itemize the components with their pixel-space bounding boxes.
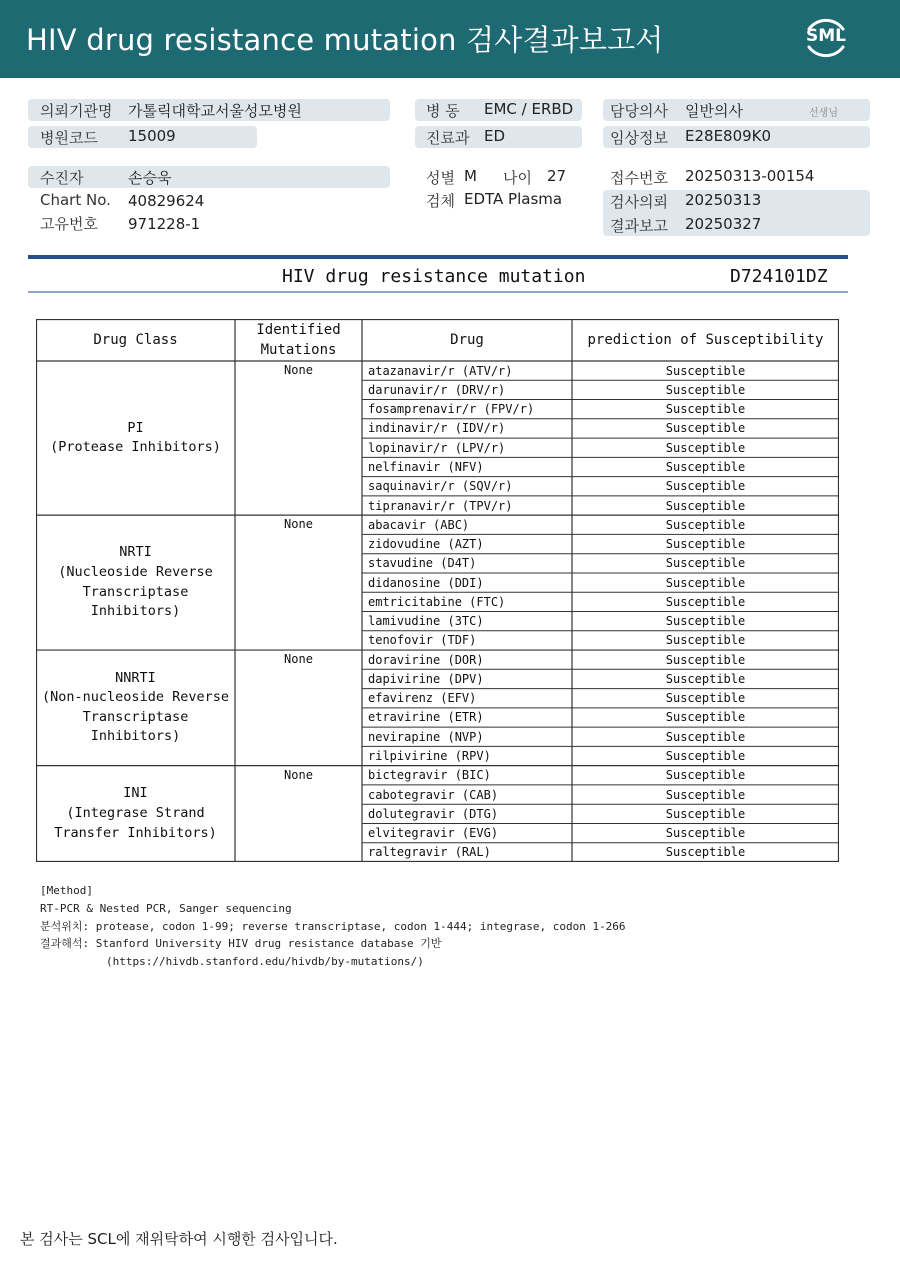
- receipt-value: 20250313-00154: [685, 167, 815, 185]
- ward-value: EMC / ERBD: [484, 100, 574, 118]
- susceptibility-cell: Susceptible: [665, 537, 746, 552]
- report-title: HIV drug resistance mutation: [282, 266, 586, 287]
- drug-name-cell: dolutegravir (DTG): [368, 806, 499, 821]
- report-date-value: 20250327: [685, 215, 762, 233]
- sex-label: 성별: [426, 169, 455, 187]
- institution-value: 가톨릭대학교서울성모병원: [128, 102, 302, 120]
- drug-name-cell: dapivirine (DPV): [368, 671, 484, 686]
- drug-name-cell: doravirine (DOR): [368, 652, 484, 667]
- footer-note: 본 검사는 SCL에 재위탁하여 시행한 검사입니다.: [20, 1230, 338, 1248]
- drug-name-cell: atazanavir/r (ATV/r): [368, 363, 513, 378]
- susceptibility-cell: Susceptible: [665, 479, 746, 494]
- drug-name-cell: elvitegravir (EVG): [368, 826, 499, 841]
- susceptibility-cell: Susceptible: [665, 594, 746, 609]
- request-value: 20250313: [685, 191, 762, 209]
- doctor-suffix: 선생님: [809, 108, 838, 119]
- report-date-label: 결과보고: [610, 217, 668, 235]
- susceptibility-cell: Susceptible: [665, 556, 746, 571]
- susceptibility-cell: Susceptible: [665, 498, 746, 513]
- drug-name-cell: didanosine (DDI): [368, 575, 484, 590]
- dept-label: 진료과: [426, 129, 470, 147]
- specimen-label: 검체: [426, 192, 455, 210]
- method-section: [40, 882, 626, 971]
- drug-name-cell: indinavir/r (IDV/r): [368, 421, 506, 436]
- patient-label: 수진자: [40, 169, 84, 187]
- mutations-cell: None: [284, 363, 313, 377]
- susceptibility-cell: Susceptible: [665, 749, 746, 763]
- susceptibility-cell: Susceptible: [665, 710, 746, 725]
- doctor-label: 담당의사: [610, 102, 668, 120]
- page-title: HIV drug resistance mutation 검사결과보고서: [26, 23, 664, 57]
- uid-label: 고유번호: [40, 215, 98, 233]
- results-table: [36, 319, 839, 862]
- susceptibility-cell: Susceptible: [665, 845, 746, 860]
- header-drug: Drug: [450, 331, 484, 348]
- sml-logo: [800, 12, 852, 64]
- chart-value: 40829624: [128, 192, 205, 210]
- logo-text: SML: [806, 26, 846, 46]
- susceptibility-cell: Susceptible: [665, 402, 746, 417]
- request-label: 검사의뢰: [610, 193, 668, 211]
- drug-name-cell: nevirapine (NVP): [368, 729, 484, 744]
- susceptibility-cell: Susceptible: [665, 671, 746, 686]
- report-code: D724101DZ: [730, 266, 828, 287]
- mutations-cell: None: [284, 517, 313, 532]
- hospital-code-label: 병원코드: [40, 129, 98, 147]
- mutations-cell: None: [284, 767, 313, 782]
- patient-value: 손승욱: [128, 169, 172, 187]
- dept-value: ED: [484, 127, 506, 145]
- clinical-label: 임상정보: [610, 129, 668, 147]
- drug-name-cell: abacavir (ABC): [368, 517, 470, 532]
- drug-name-cell: lamivudine (3TC): [368, 614, 484, 629]
- drug-name-cell: darunavir/r (DRV/r): [368, 382, 506, 397]
- drug-name-cell: efavirenz (EFV): [368, 691, 477, 706]
- drug-name-cell: etravirine (ETR): [368, 710, 484, 725]
- drug-name-cell: tenofovir (TDF): [368, 633, 477, 648]
- age-value: 27: [547, 167, 567, 185]
- susceptibility-cell: Susceptible: [665, 768, 746, 783]
- hospital-code-value: 15009: [128, 127, 176, 145]
- title-rule-top: [28, 255, 848, 259]
- drug-name-cell: raltegravir (RAL): [368, 845, 491, 860]
- susceptibility-cell: Susceptible: [665, 421, 746, 436]
- susceptibility-cell: Susceptible: [665, 459, 746, 474]
- susceptibility-cell: Susceptible: [665, 691, 746, 706]
- drug-name-cell: lopinavir/r (LPV/r): [368, 440, 506, 455]
- method-line-3: 결과해석: Stanford University HIV drug resistance database 기반: [40, 937, 442, 951]
- susceptibility-cell: Susceptible: [665, 806, 746, 821]
- method-line-4: (https://hivdb.stanford.edu/hivdb/by-mutations/): [106, 955, 424, 969]
- method-heading: [Method]: [40, 884, 93, 897]
- drug-name-cell: emtricitabine (FTC): [368, 594, 506, 609]
- drug-class-cell: NRTI (Nucleoside Reverse Transcriptase Inhibitors): [58, 544, 213, 620]
- drug-name-cell: stavudine (D4T): [368, 556, 477, 571]
- age-label: 나이: [503, 169, 532, 187]
- sex-value: M: [464, 167, 477, 185]
- drug-name-cell: cabotegravir (CAB): [368, 787, 499, 802]
- header-drug-class: Drug Class: [93, 331, 178, 348]
- header-prediction: prediction of Susceptibility: [587, 331, 824, 348]
- mutations-cell: None: [284, 652, 313, 667]
- drug-name-cell: tipranavir/r (TPV/r): [368, 498, 513, 513]
- receipt-label: 접수번호: [610, 169, 668, 187]
- method-line-1: RT-PCR & Nested PCR, Sanger sequencing: [40, 901, 292, 915]
- header-identified-mutations: Identified Mutations: [256, 321, 341, 358]
- drug-name-cell: fosamprenavir/r (FPV/r): [368, 402, 535, 417]
- drug-class-cell: INI (Integrase Strand Transfer Inhibitors): [54, 785, 217, 841]
- institution-label: 의뢰기관명: [40, 102, 113, 120]
- doctor-value: 일반의사: [685, 102, 743, 120]
- chart-label: Chart No.: [40, 191, 111, 209]
- susceptibility-cell: Susceptible: [665, 575, 746, 590]
- drug-name-cell: zidovudine (AZT): [368, 537, 484, 552]
- susceptibility-cell: Susceptible: [665, 517, 746, 532]
- susceptibility-cell: Susceptible: [665, 787, 746, 802]
- susceptibility-cell: Susceptible: [665, 633, 746, 648]
- drug-name-cell: rilpivirine (RPV): [368, 749, 491, 763]
- susceptibility-cell: Susceptible: [665, 382, 746, 397]
- title-rule-bottom: [28, 291, 848, 293]
- ward-label: 병 동: [426, 102, 460, 120]
- drug-class-cell: NNRTI (Non-nucleoside Reverse Transcriptase Inhibitors): [42, 669, 229, 745]
- susceptibility-cell: Susceptible: [665, 826, 746, 841]
- drug-name-cell: saquinavir/r (SQV/r): [368, 479, 513, 494]
- drug-name-cell: bictegravir (BIC): [368, 768, 491, 783]
- specimen-value: EDTA Plasma: [464, 190, 563, 208]
- drug-class-cell: PI (Protease Inhibitors): [50, 419, 221, 456]
- method-line-2: 분석위치: protease, codon 1-99; reverse transcriptase, codon 1-444; integrase, codon 1-266: [40, 919, 626, 933]
- drug-name-cell: nelfinavir (NFV): [368, 459, 484, 474]
- uid-value: 971228-1: [128, 215, 201, 233]
- susceptibility-cell: Susceptible: [665, 440, 746, 455]
- susceptibility-cell: Susceptible: [665, 614, 746, 629]
- susceptibility-cell: Susceptible: [665, 729, 746, 744]
- susceptibility-cell: Susceptible: [665, 363, 746, 378]
- clinical-value: E28E809K0: [685, 127, 772, 145]
- susceptibility-cell: Susceptible: [665, 652, 746, 667]
- header-banner: [0, 0, 900, 78]
